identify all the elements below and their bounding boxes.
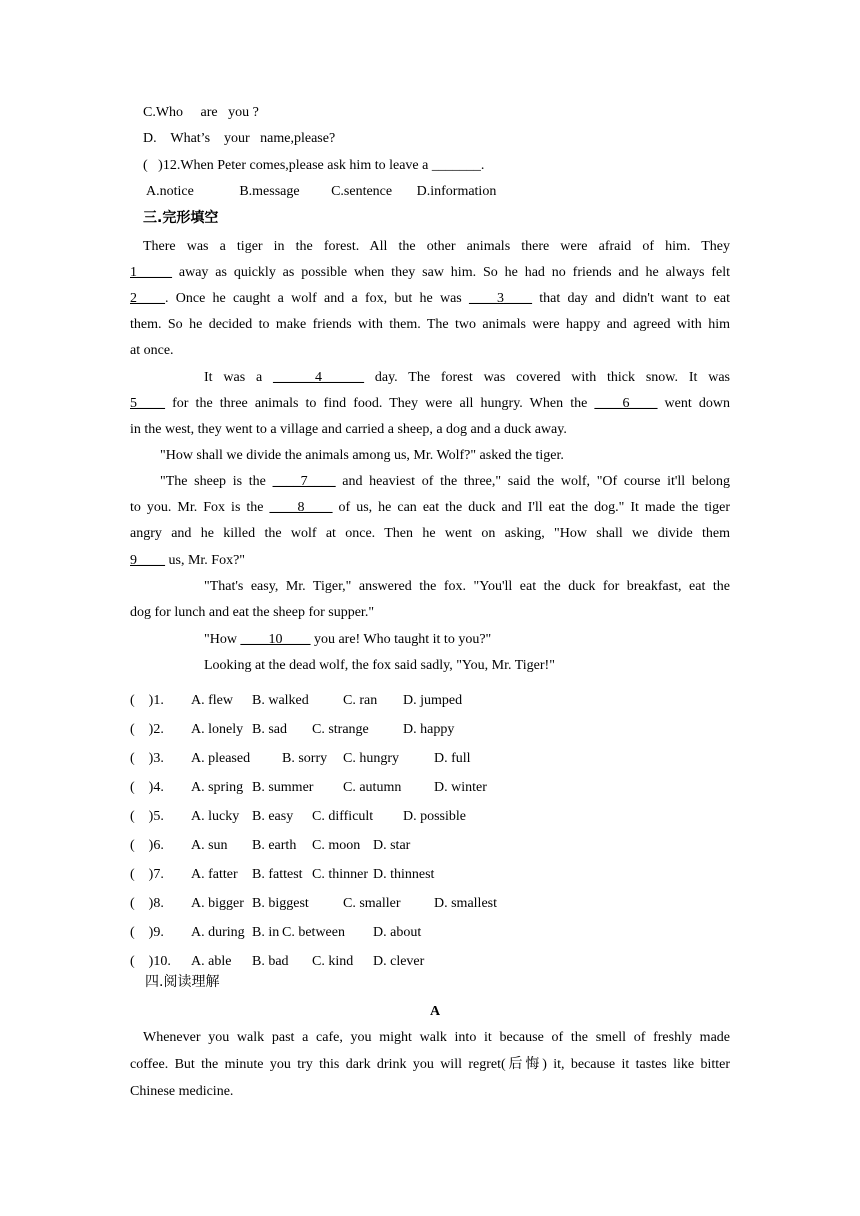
cloze-line: 9____ us, Mr. Fox?" xyxy=(130,553,246,568)
cloze-line: "The sheep is the ____7____ and heaviest of the three," said the wolf, "Of course it'll belong xyxy=(160,474,730,489)
question-option: D. star xyxy=(373,838,411,853)
question-number: ( )4. xyxy=(130,780,164,795)
question-option: B. sorry xyxy=(282,751,328,766)
reading-line: Whenever you walk past a cafe, you might walk into it because of the smell of freshly made xyxy=(143,1030,730,1045)
question-number: ( )10. xyxy=(130,954,171,969)
reading-line: Chinese medicine. xyxy=(130,1084,234,1099)
question-option: C. moon xyxy=(312,838,361,853)
question-number: ( )3. xyxy=(130,751,164,766)
question-option: D. possible xyxy=(403,809,466,824)
cloze-line: "How shall we divide the animals among us, Mr. Wolf?" asked the tiger. xyxy=(160,448,564,463)
question-option: C. hungry xyxy=(343,751,399,766)
question-option: C. thinner xyxy=(312,867,368,882)
blank-2: 2____ xyxy=(130,291,165,306)
question-option: B. summer xyxy=(252,780,314,795)
question-option: C. autumn xyxy=(343,780,402,795)
question-option: A. lucky xyxy=(191,809,240,824)
question-option: C. kind xyxy=(312,954,354,969)
question-option: A. fatter xyxy=(191,867,238,882)
question-12-options: A.notice B.message C.sentence D.information xyxy=(146,184,497,199)
question-option: C. strange xyxy=(312,722,369,737)
cloze-line: dog for lunch and eat the sheep for supper." xyxy=(130,605,375,620)
question-number: ( )1. xyxy=(130,693,164,708)
question-option: B. in xyxy=(252,925,280,940)
cloze-line: 5____ for the three animals to find food. They were all hungry. When the ____6____ went down xyxy=(130,396,730,411)
question-option: D. clever xyxy=(373,954,425,969)
question-12-stem: ( )12.When Peter comes,please ask him to leave a _______. xyxy=(143,158,485,173)
blank-10: ____10____ xyxy=(240,632,311,647)
question-option: D. smallest xyxy=(434,896,497,911)
blank-6: ____6____ xyxy=(594,396,658,411)
section-title-cloze: 三.完形填空 xyxy=(143,210,219,226)
section-title-reading: 四.阅读理解 xyxy=(145,974,220,990)
cloze-line: 2____. Once he caught a wolf and a fox, but he was ____3____ that day and didn't want to eat xyxy=(130,291,730,306)
question-option: C. smaller xyxy=(343,896,401,911)
cloze-line: 1_____ away as quickly as possible when they saw him. So he had no friends and he always felt xyxy=(130,265,730,280)
question-number: ( )5. xyxy=(130,809,164,824)
question-option: B. walked xyxy=(252,693,309,708)
question-option: C. difficult xyxy=(312,809,374,824)
question-option: B. fattest xyxy=(252,867,303,882)
question-option: A. able xyxy=(191,954,232,969)
cloze-line: It was a ______4______ day. The forest was covered with thick snow. It was xyxy=(204,370,730,385)
question-number: ( )9. xyxy=(130,925,164,940)
reading-line: coffee. But the minute you try this dark drink you will regret(后悔) it, because it tastes like bitter xyxy=(130,1057,730,1072)
cloze-line: in the west, they went to a village and carried a sheep, a dog and a duck away. xyxy=(130,422,567,437)
question-option: C. between xyxy=(282,925,345,940)
blank-3: ____3____ xyxy=(469,291,533,306)
question-option: B. biggest xyxy=(252,896,309,911)
question-option: D. full xyxy=(434,751,471,766)
cloze-line: "That's easy, Mr. Tiger," answered the fox. "You'll eat the duck for breakfast, eat the xyxy=(204,579,730,594)
blank-8: ____8____ xyxy=(269,500,333,515)
question-option: D. jumped xyxy=(403,693,463,708)
question-option: B. easy xyxy=(252,809,294,824)
question-option: D. thinnest xyxy=(373,867,435,882)
question-number: ( )7. xyxy=(130,867,164,882)
cloze-line: There was a tiger in the forest. All the other animals there were afraid of him. They xyxy=(143,239,730,254)
question-option: D. winter xyxy=(434,780,487,795)
question-number: ( )6. xyxy=(130,838,164,853)
passage-label: A xyxy=(430,1004,441,1019)
question-option: D. happy xyxy=(403,722,455,737)
question-option: B. sad xyxy=(252,722,287,737)
question-option: A. sun xyxy=(191,838,228,853)
question-option: A. spring xyxy=(191,780,244,795)
question-option: A. bigger xyxy=(191,896,244,911)
cloze-line: "How ____10____ you are! Who taught it to you?" xyxy=(204,632,492,647)
question-option: A. pleased xyxy=(191,751,251,766)
question-number: ( )2. xyxy=(130,722,164,737)
question-option: C. ran xyxy=(343,693,378,708)
blank-4: ______4______ xyxy=(273,370,365,385)
question-option: B. bad xyxy=(252,954,289,969)
blank-1: 1_____ xyxy=(130,265,172,280)
question-option: D. about xyxy=(373,925,422,940)
option-c: C.Who are you ? xyxy=(143,105,259,120)
question-option: A. during xyxy=(191,925,245,940)
cloze-line: to you. Mr. Fox is the ____8____ of us, he can eat the duck and I'll eat the dog." It made the tiger xyxy=(130,500,730,515)
blank-7: ____7____ xyxy=(272,474,336,489)
question-option: A. lonely xyxy=(191,722,244,737)
option-d: D. What’s your name,please? xyxy=(143,131,336,146)
blank-5: 5____ xyxy=(130,396,165,411)
cloze-line: them. So he decided to make friends with them. The two animals were happy and agreed with him xyxy=(130,317,730,332)
question-option: A. flew xyxy=(191,693,233,708)
question-number: ( )8. xyxy=(130,896,164,911)
cloze-line: Looking at the dead wolf, the fox said sadly, "You, Mr. Tiger!" xyxy=(204,658,555,673)
question-option: B. earth xyxy=(252,838,297,853)
blank-9: 9____ xyxy=(130,553,165,568)
cloze-line: at once. xyxy=(130,343,174,358)
cloze-line: angry and he killed the wolf at once. Then he went on asking, "How shall we divide them xyxy=(130,526,730,541)
